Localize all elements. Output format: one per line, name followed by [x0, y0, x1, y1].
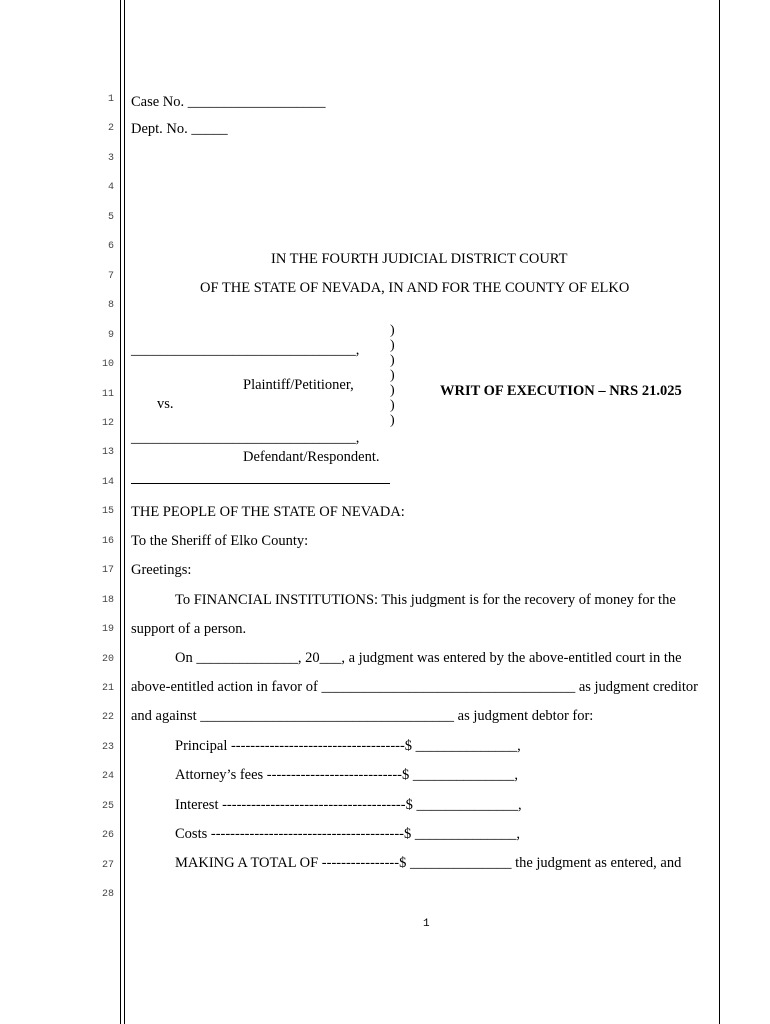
line-number: 23 [101, 741, 114, 753]
line-number: 16 [101, 535, 114, 547]
line-number: 9 [107, 329, 114, 341]
paren: ) [390, 338, 395, 353]
greetings: Greetings: [131, 562, 192, 578]
line-number: 26 [101, 830, 114, 842]
line-number: 24 [101, 771, 114, 783]
page-number: 1 [423, 918, 430, 930]
line-number: 3 [107, 152, 114, 164]
paren: ) [390, 368, 395, 383]
left-margin-rule-2 [124, 0, 125, 1024]
plaintiff-name-blank[interactable]: _______________________________, [131, 342, 360, 358]
judgment-debtor-line[interactable]: and against ___________________________________ as judgment debtor for: [131, 708, 594, 724]
versus-label: vs. [157, 396, 174, 412]
right-margin-rule [719, 0, 720, 1024]
paren: ) [390, 413, 395, 428]
left-margin-rule-1 [120, 0, 121, 1024]
line-number: 27 [101, 859, 114, 871]
line-number: 25 [101, 800, 114, 812]
paren: ) [390, 398, 395, 413]
plaintiff-label: Plaintiff/Petitioner, [243, 377, 354, 393]
line-number: 18 [101, 594, 114, 606]
line-number: 19 [101, 624, 114, 636]
line-number: 22 [101, 712, 114, 724]
writ-title: WRIT OF EXECUTION – NRS 21.025 [440, 383, 682, 399]
line-number: 28 [101, 889, 114, 901]
judgment-creditor-line[interactable]: above-entitled action in favor of ___________________________________ as judgment creditor [131, 679, 699, 695]
case-number: Case No. ___________________ [131, 94, 326, 110]
line-number: 1 [107, 94, 114, 105]
line-number: 7 [107, 270, 114, 282]
caption-divider [131, 483, 390, 484]
paren: ) [390, 383, 395, 398]
interest-line[interactable]: Interest --------------------------------------$ ______________, [175, 797, 522, 813]
defendant-name-blank[interactable]: _______________________________, [131, 430, 360, 446]
attorney-fees-line[interactable]: Attorney’s fees ----------------------------$ ______________, [175, 767, 519, 783]
line-number: 13 [101, 447, 114, 459]
line-number: 6 [107, 241, 114, 253]
line-number: 14 [101, 476, 114, 488]
people-address: THE PEOPLE OF THE STATE OF NEVADA: [131, 504, 405, 520]
line-number: 20 [101, 653, 114, 665]
paren: ) [390, 323, 395, 338]
line-number: 17 [101, 565, 114, 577]
line-number: 12 [101, 417, 114, 429]
support-of-person: support of a person. [131, 621, 247, 637]
to-sheriff: To the Sheriff of Elko County: [131, 533, 309, 549]
dept-number: Dept. No. _____ [131, 121, 228, 137]
judgment-date-line[interactable]: On ______________, 20___, a judgment was entered by the above-entitled court in the [175, 650, 682, 666]
line-number: 8 [107, 300, 114, 312]
line-number: 4 [107, 182, 114, 194]
line-number: 10 [101, 359, 114, 371]
court-title-line-2: OF THE STATE OF NEVADA, IN AND FOR THE COUNTY OF ELKO [200, 280, 630, 296]
defendant-label: Defendant/Respondent. [243, 449, 380, 465]
line-number: 5 [107, 211, 114, 223]
line-number: 11 [101, 388, 114, 400]
line-number: 2 [107, 123, 114, 135]
line-number: 15 [101, 506, 114, 518]
costs-line[interactable]: Costs ----------------------------------------$ ______________, [175, 826, 521, 842]
paren: ) [390, 353, 395, 368]
principal-line[interactable]: Principal ------------------------------------$ ______________, [175, 738, 521, 754]
total-line[interactable]: MAKING A TOTAL OF ----------------$ ______________ the judgment as entered, and [175, 855, 682, 871]
financial-institutions-notice: To FINANCIAL INSTITUTIONS: This judgment is for the recovery of money for the [175, 592, 676, 608]
court-title-line-1: IN THE FOURTH JUDICIAL DISTRICT COURT [271, 251, 568, 267]
line-number: 21 [101, 683, 114, 694]
